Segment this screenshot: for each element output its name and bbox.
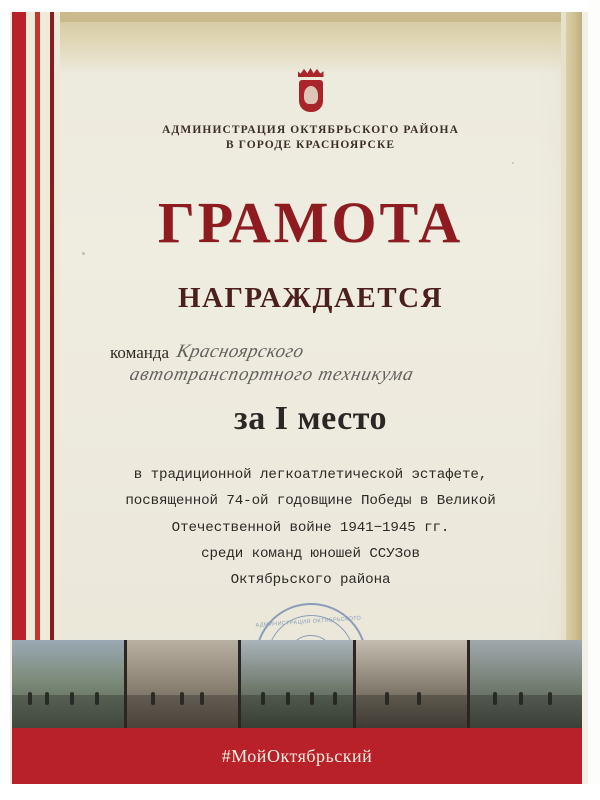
recipient-row [60,341,561,363]
certificate-title: ГРАМОТА [157,190,464,255]
recipient-handwritten-line-1: Красноярского [174,341,306,362]
body-line: Октябрьского района [230,572,391,589]
crown-icon [298,68,324,77]
footer-bar [12,728,582,784]
recipient-handwritten-line-2: автотранспортного техникума [127,364,416,385]
stamp-text-top: АДМИНИСТРАЦИЯ ОКТЯБРЬСКОГО [254,615,361,630]
organization-line-2: В ГОРОДЕ КРАСНОЯРСКЕ [225,139,396,151]
photo-panel-3 [241,640,353,728]
body-line: посвященной 74-ой годовщине Победы в Великой [125,493,496,510]
certificate-subtitle: НАГРАЖДАЕТСЯ [177,282,444,314]
footer-hashtag: #МойОктябрьский [221,745,373,766]
photo-panel-4 [356,640,468,728]
coat-of-arms-icon [291,68,331,114]
body-line: среди команд юношей ССУЗов [201,545,420,562]
achievement-text: за I место [234,400,387,437]
photo-panel-5 [470,640,582,728]
photo-panel-2 [127,640,239,728]
scan-margin-left [0,0,10,800]
organization-line-1: АДМИНИСТРАЦИЯ ОКТЯБРЬСКОГО РАЙОНА [161,124,460,136]
scan-margin-bottom [0,784,600,800]
lion-figure-icon [304,86,318,104]
photo-panel-1 [12,640,124,728]
photo-strip-relay-race [12,640,582,728]
certificate-body [60,462,561,593]
recipient-label: команда [110,343,170,362]
certificate-sheet [12,12,582,784]
scan-margin-right [588,0,600,800]
scan-margin-top [0,0,600,12]
body-line: Отечественной войне 1941−1945 гг. [171,519,450,536]
body-line: в традиционной легкоатлетической эстафете, [133,467,488,483]
